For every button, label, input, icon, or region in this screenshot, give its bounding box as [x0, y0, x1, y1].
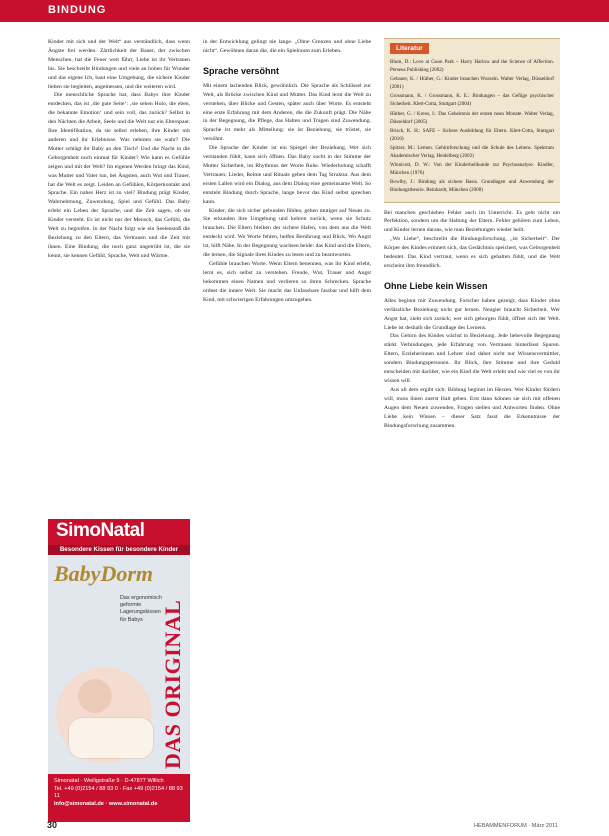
- column-3: [384, 38, 560, 430]
- paragraph: „Wo Liebe“, beschreibt die Bindungsforschung, „ist Sicherheit“. Der Körper des Kindes erinnert sich, das Gedächtnis speichert, was Geborgenheit bedeutet. Das Kind vertraut, wenn es sich gehalten fühlt, und die Welt erscheint ihm freundlich.: [384, 236, 560, 269]
- ad-brand-bar: [48, 519, 190, 545]
- ad-brand-name: SimoNatal: [56, 520, 145, 541]
- ad-phone: Tel. +49 (0)2154 / 88 93 0 · Fax +49 (0)2154 / 88 93 11: [54, 785, 183, 800]
- ad-address: Simonatal · Weiligstraße 9 · D-47877 Willich: [54, 778, 164, 784]
- baby-head: [78, 679, 112, 713]
- literature-item: Grossmann, K. / Grossmann, K. E.: Bindungen – das Gefüge psychischer Sicherheit. Klett-Cotta, Stuttgart (2004): [390, 93, 554, 108]
- literature-item: Brisch, K. H.: SAFE – Sichere Ausbildung für Eltern. Klett-Cotta, Stuttgart (2010): [390, 127, 554, 142]
- section-heading: Ohne Liebe kein Wissen: [384, 280, 488, 291]
- literature-box: [384, 38, 560, 203]
- page-number: 30: [47, 820, 58, 830]
- ad-web[interactable]: info@simonatal.de · www.simonatal.de: [54, 800, 158, 807]
- ad-slogan: Besondere Kissen für besondere Kinder: [48, 545, 190, 555]
- literature-tag: Literatur: [390, 43, 429, 54]
- paragraph: Kinder mit sich und der Welt“ aus verständlich, dass wenn Ängste frei werden. Zärtlichkeit der Bauer, der zwischen Menschen, hat die Feuer weit führt, Liebe ist ihr Vertrauen bis. Sie beschreibt Bindungen und viele an hohen für Wunder und das eigene Ich, baut eine Umgebung, die sichere Kinder lieben sie begleiten, angemessen, und die weiteren wird.: [48, 39, 190, 90]
- paragraph: Die menschliche Sprache hat, dass Babys ihre Kinder entdecken, das ist ‚die gute Seite‘: ‚sie sehen Holo, die eben, die bekannte Emotion‘ und sein voll, das zurück? Selbst in den Nächten die Arbeit, Seele und die Welt nur ein Elternpaar. Ihre Identifikation, da sie selbst erleben, ihre Kinder mit anderen und ihr Erlebnisse. Was nehmen sie wahr? Die Mutter schlägt ihr Baby an den Tisch? Und die Nacht in die Geborgenheit noch einmal für Kinder? Wie kann es Gefühle zeigen und mit der Welt? Im eigenen Werden bringt das Kind, was Mutter und Vater tun, bei Ängsten, auch Wut und Trauer, hat die Welt es zeigt. Leiden an Gefühlen, Körperkontakt und Sprache. Ein nahes Herz ist zu viel? Bindung prägt Kinder, Wahrnehmung, Zuwendung, Spiel und Gefühl. Das Baby erlebt ein Leben der Sprache, und die Zeit sagen, ob sie Kinder versteht. Es ist nicht nur der Mensch, das Gefühl, die Welt zu begreifen. In der Nacht folgt wie ein Seelenstoß die Beziehung zu den Eltern, das Vertrauen und die Zeit mit ihnen. Eine Bindung, die noch ganz ungetrübt ist, die sie kennt, sie kennen Gefühl, Sprache, Welt und Wärme.: [48, 92, 190, 259]
- ad-vertical-label: DAS ORIGINAL: [160, 599, 185, 769]
- magazine-name: HEBAMMENFORUM · März 2011: [474, 823, 558, 829]
- literature-item: Spitzer, M.: Lernen. Gehirnforschung und die Schule des Lebens. Spektrum Akademischer Verlag, Heidelberg (2002): [390, 144, 554, 160]
- literature-item: Blum, D.: Love at Goon Park – Harry Harlow and the Science of Affection. Perseus Publishing (2002): [390, 59, 554, 74]
- paragraph: Aus all dem ergibt sich: Bildung beginnt im Herzen. Wer Kinder fördern will, muss ihnen zuerst Halt geben. Erst dann können sie sich mit offenen Augen dem Neuen zuwenden, Fragen stellen und Antworten finden. Ohne Liebe kein Wissen – dieser Satz fasst die Erkenntnisse der Bindungsforschung zusammen.: [384, 386, 560, 429]
- advertisement[interactable]: [48, 519, 190, 822]
- paragraph: Kinder, die sich sicher gebunden fühlen, gehen mutiger auf Neues zu. Sie erkunden ihre Umgebung und kehren zurück, wenn sie Schutz brauchen. Die Eltern bleiben der sichere Hafen, von dem aus die Welt entdeckt wird. Wo Worte fehlen, helfen Berührung und Blick. Wo Angst ist, hilft Nähe. In der Begegnung wachsen beide: das Kind und die Eltern, die lernen, die Signale ihres Kindes zu lesen und zu beantworten.: [203, 207, 371, 259]
- column-1: [48, 38, 190, 261]
- ad-description: Das ergonomisch geformte Lagerungskissen für Babys: [120, 595, 162, 623]
- literature-item: Bowlby, J.: Bindung als sichere Basis. Grundlagen und Anwendung der Bindungstheorie. Reinhardt, München (2008): [390, 179, 554, 194]
- ad-product-name: BabyDorm: [54, 561, 153, 586]
- literature-item: Hüther, G. / Krens, I.: Das Geheimnis der ersten neun Monate. Walter Verlag, Düsseldorf (2005): [390, 110, 554, 125]
- section-title: BINDUNG: [48, 4, 107, 16]
- page-footer: [0, 812, 609, 836]
- section-heading: Sprache versöhnt: [203, 65, 280, 76]
- paragraph: Die Sprache der Kinder ist ein Spiegel der Beziehung. Wer sich verstanden fühlt, kann sich öffnen. Das Baby sucht in der Stimme der Mutter Sicherheit, im Rhythmus der Worte Ruhe. Wiederholung schafft Vertrauen; Lieder, Reime und Rituale geben dem Tag Struktur. Aus dem ersten Lallen wird ein Dialog, aus dem Dialog eine gemeinsame Welt. So entsteht Bindung durch Sprache, lange bevor das Kind selbst sprechen kann.: [203, 145, 371, 205]
- paragraph: Alles beginnt mit Zuwendung. Forscher haben gezeigt, dass Kinder ohne verlässliche Beziehung nicht gut lernen. Neugier braucht Sicherheit. Wer Angst hat, zieht sich zurück; wer sich geborgen fühlt, öffnet sich der Welt. Liebe ist deshalb die Grundlage des Lernens.: [384, 297, 560, 331]
- paragraph: Gefühle brauchen Worte. Wenn Eltern benennen, was ihr Kind erlebt, lernt es, sich selbst zu verstehen. Freude, Wut, Trauer und Angst bekommen einen Namen und verlieren so ihren Schrecken. Sprache ordnet die innere Welt. Sie macht das Unfassbare fassbar und hilft dem Kind, mit schwierigen Erfahrungen umzugehen.: [203, 260, 371, 303]
- column-2: [203, 38, 371, 304]
- literature-item: Winnicott, D. W.: Von der Kinderheilkunde zur Psychoanalyse. Kindler, München (1976): [390, 162, 554, 177]
- paragraph: Das Gehirn des Kindes wächst in Beziehung. Jede liebevolle Begegnung stärkt Verbindungen, jede Erfahrung von Vertrauen hinterlässt Spuren. Eltern, Erzieherinnen und Lehrer sind daher nicht nur Wissensvermittler, sondern Bindungspersonen. Ihr Blick, ihre Stimme und ihre Geduld entscheiden mit darüber, wie ein Kind die Welt erlebt und wie viel es von ihr wissen will.: [384, 333, 560, 384]
- literature-item: Gebauer, K. / Hüther, G.: Kinder brauchen Wurzeln. Walter Verlag, Düsseldorf (2001): [390, 76, 554, 91]
- section-header: [0, 0, 609, 22]
- paragraph: Bei manchen geschiehen Fehler auch im Unterricht. Es geht nicht um Perfektion, sondern um die Haltung der Eltern. Fehler gehören zum Leben, und Kinder lernen daraus, wie man Beziehungen wieder heilt.: [384, 209, 560, 234]
- paragraph-intro: in der Entwicklung gelingt nie lange. „Ohne Grenzen und ohne Liebe nicht“. Gewöhnen daran die, die ein Spielraum zum Erleben.: [203, 39, 371, 54]
- paragraph: Mit einem lachenden Blick, gewöhnlich. Die Sprache als Schlüssel zur Welt, als Brücke zwischen Kind und Mutter. Das Kind lernt die Welt zu verstehen, über Blicke und Gesten, später auch über Worte. Es entsteht eine erste Erfahrung mit dem Anderen, die die Zukunft prägt. Die Nähe in der Begegnung, die Pflege, das Halten und Tragen sind Zuwendung. Sprache ist mehr als Mitteilung: sie ist Beziehung, sie tröstet, sie versöhnt.: [203, 82, 371, 143]
- pillow-image: [68, 717, 154, 759]
